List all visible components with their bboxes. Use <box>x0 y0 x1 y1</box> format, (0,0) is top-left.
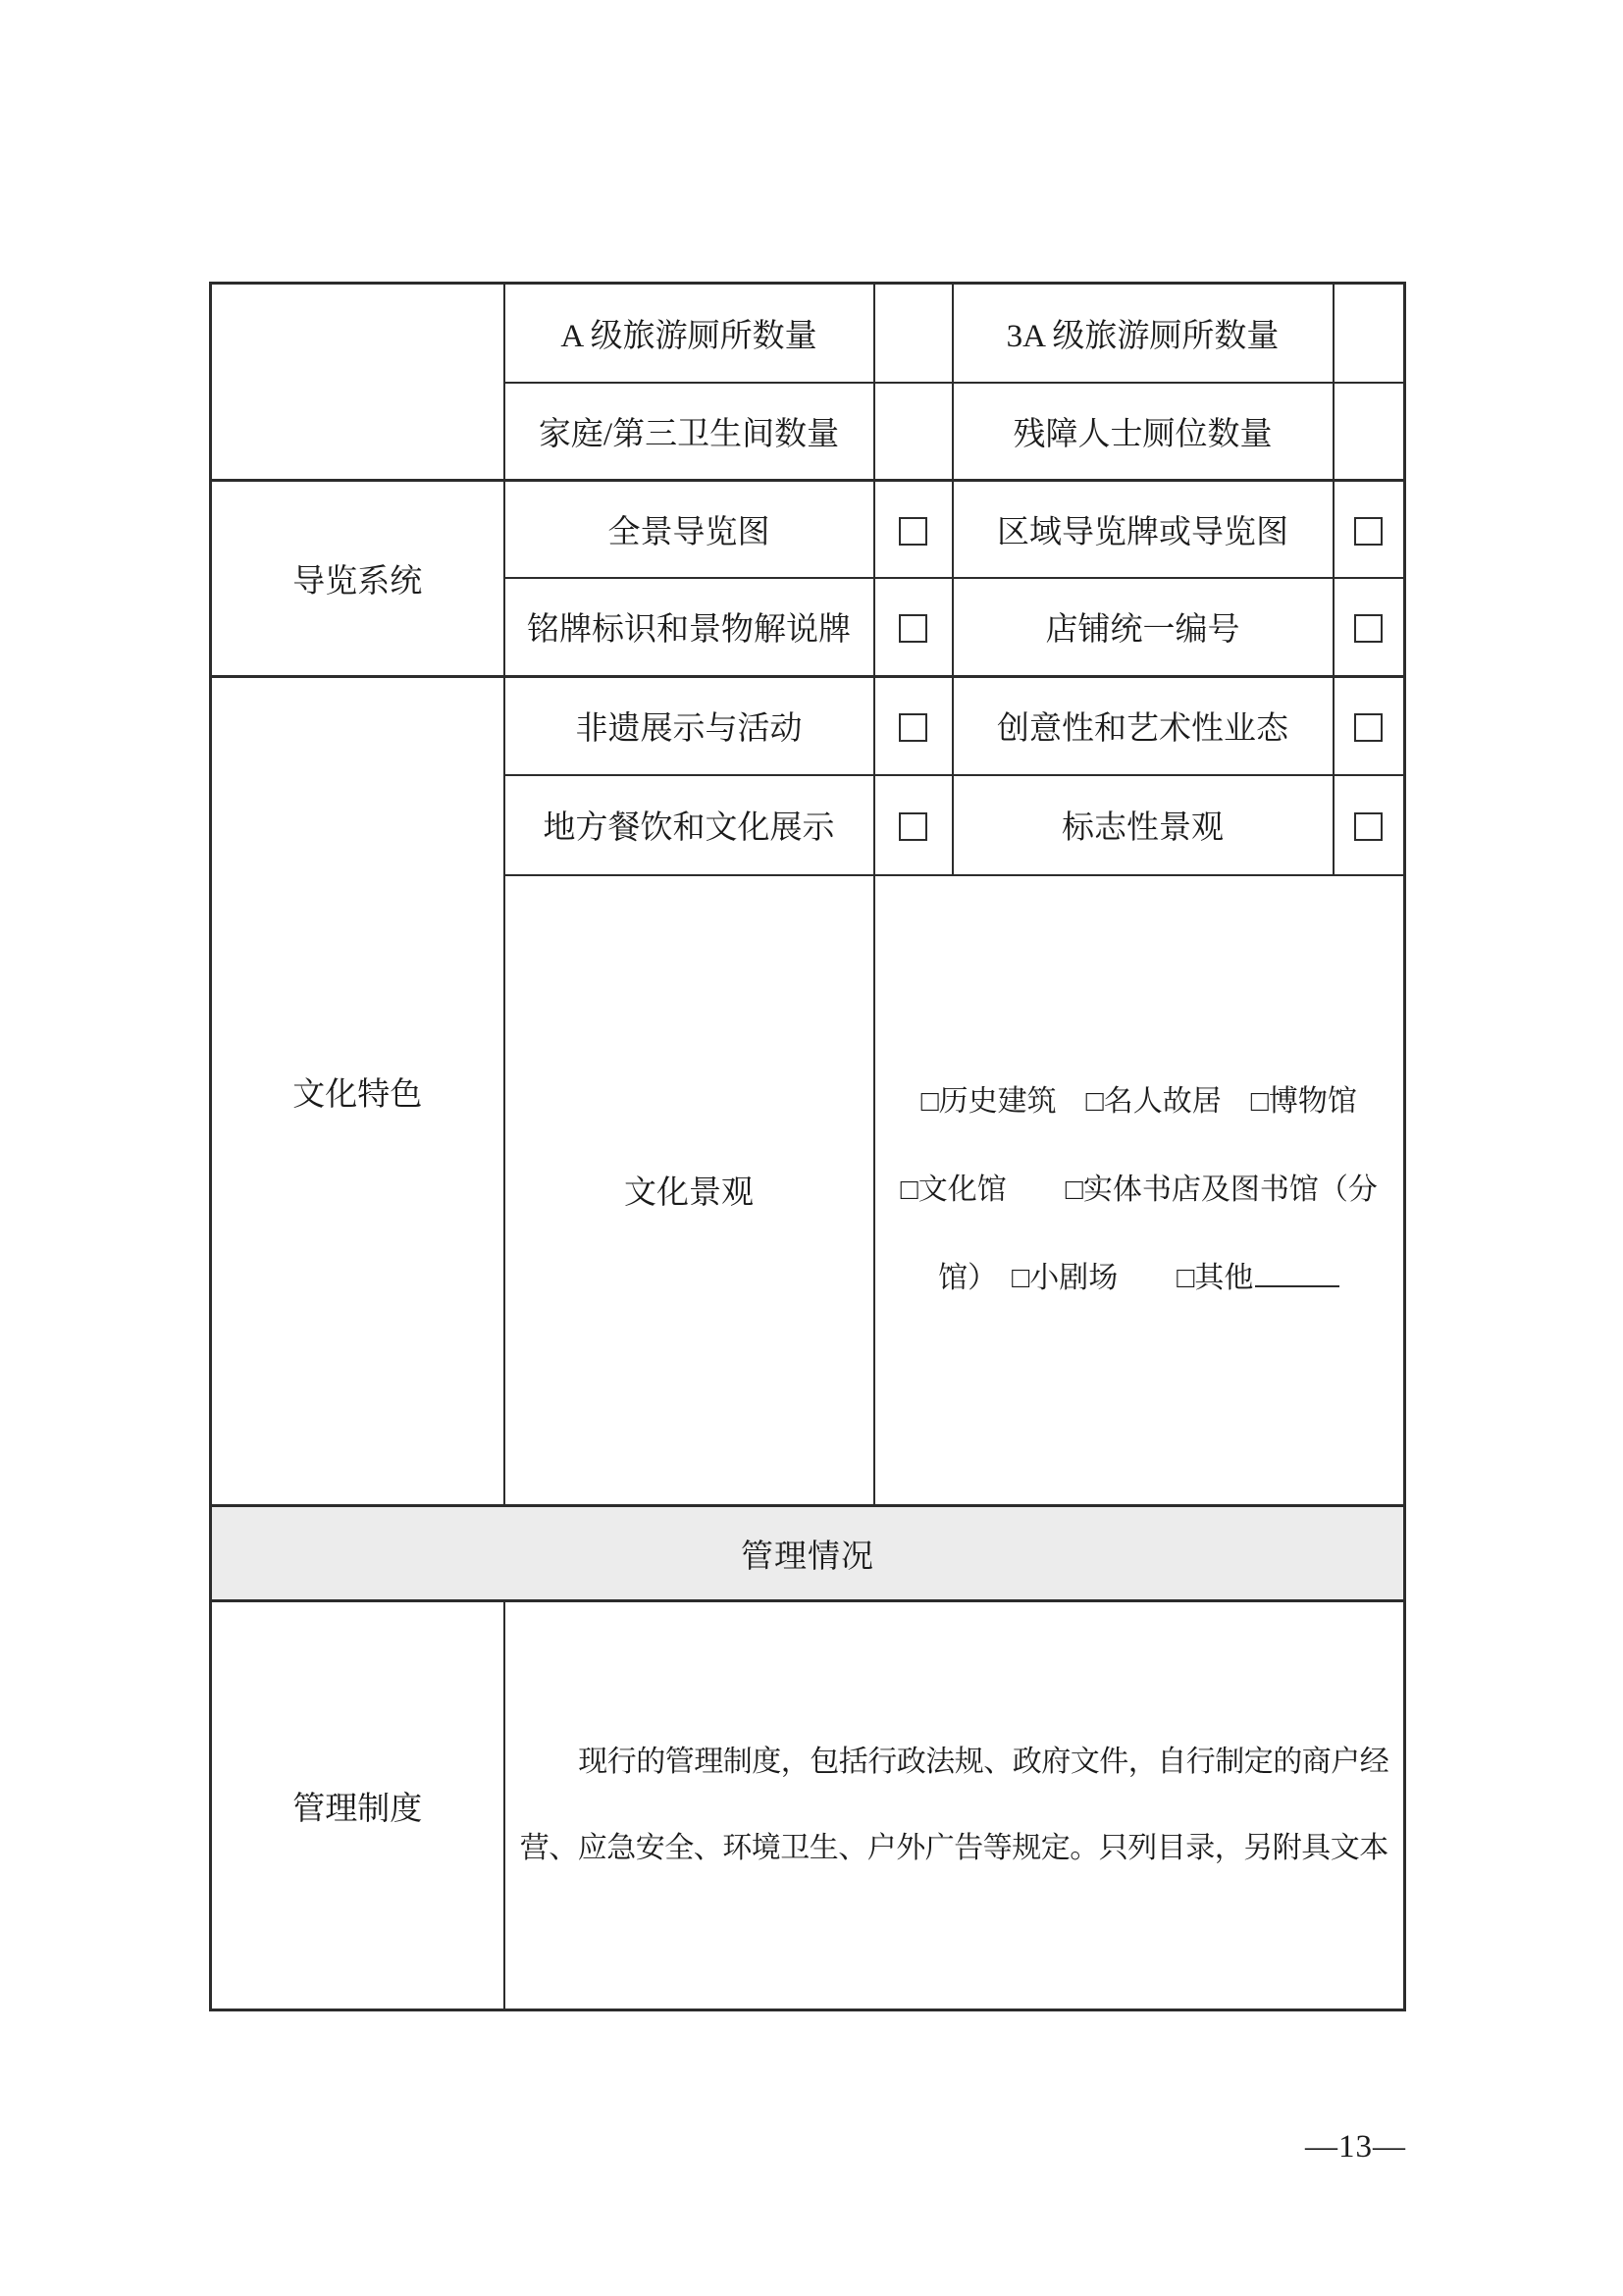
family-toilet-value-cell[interactable] <box>874 383 953 481</box>
checkbox-icon[interactable] <box>1354 614 1383 643</box>
section-header-culture: 文化特色 <box>211 677 504 1506</box>
regional-sign-checkbox-cell <box>1334 481 1405 578</box>
management-rules-body-cell[interactable] <box>504 1601 1405 2010</box>
section-header-empty-cell <box>211 284 504 481</box>
evaluation-form-table <box>209 282 1406 2011</box>
checkbox-icon[interactable] <box>1354 812 1383 841</box>
cultural-landscape-options-cell <box>874 875 1405 1506</box>
section-header-management-rules: 管理制度 <box>211 1601 504 2010</box>
table-row <box>211 481 1405 578</box>
checkbox-icon[interactable] <box>1354 713 1383 742</box>
local-food-checkbox-cell <box>874 775 953 875</box>
table-row <box>211 284 1405 383</box>
label-heritage: 非遗展示与活动 <box>504 677 874 775</box>
nameplate-checkbox-cell <box>874 578 953 677</box>
landscape-option-line-1[interactable]: □历史建筑 □名人故居 □博物馆 <box>920 1084 1357 1118</box>
label-nameplate: 铭牌标识和景物解说牌 <box>504 578 874 677</box>
checkbox-icon[interactable] <box>899 812 927 841</box>
label-accessible-toilet: 残障人士厕位数量 <box>953 383 1334 481</box>
landscape-option-line-3-text: 馆） □小剧场 □其他 <box>938 1261 1254 1294</box>
label-local-food: 地方餐饮和文化展示 <box>504 775 874 875</box>
checkbox-icon[interactable] <box>899 614 927 643</box>
label-shop-number: 店铺统一编号 <box>953 578 1334 677</box>
landscape-option-line-2[interactable]: □文化馆 □实体书店及图书馆（分 <box>900 1173 1378 1206</box>
table-row <box>211 1506 1405 1601</box>
label-family-toilet: 家庭/第三卫生间数量 <box>504 383 874 481</box>
label-regional-sign: 区域导览牌或导览图 <box>953 481 1334 578</box>
management-section-banner: 管理情况 <box>211 1506 1405 1601</box>
management-rules-text-line-2: 营、应急安全、环境卫生、户外广告等规定。只列目录，另附具文本 <box>519 1832 1388 1864</box>
section-header-guide-system: 导览系统 <box>211 481 504 677</box>
label-panorama-map: 全景导览图 <box>504 481 874 578</box>
checkbox-icon[interactable] <box>899 517 927 546</box>
heritage-checkbox-cell <box>874 677 953 775</box>
table-row <box>211 677 1405 775</box>
other-blank-line[interactable] <box>1255 1260 1339 1287</box>
checkbox-icon[interactable] <box>1354 517 1383 546</box>
a-grade-toilet-value-cell[interactable] <box>874 284 953 383</box>
label-3a-grade-toilet: 3A 级旅游厕所数量 <box>953 284 1334 383</box>
accessible-toilet-value-cell[interactable] <box>1334 383 1405 481</box>
landmark-checkbox-cell <box>1334 775 1405 875</box>
landscape-option-line-3[interactable] <box>875 1234 1404 1323</box>
label-creative: 创意性和艺术性业态 <box>953 677 1334 775</box>
panorama-map-checkbox-cell <box>874 481 953 578</box>
table-row <box>211 1601 1405 2010</box>
shop-number-checkbox-cell <box>1334 578 1405 677</box>
label-cultural-landscape: 文化景观 <box>504 875 874 1506</box>
management-rules-text-line-1: 现行的管理制度，包括行政法规、政府文件，自行制定的商户经 <box>578 1746 1389 1778</box>
3a-grade-toilet-value-cell[interactable] <box>1334 284 1405 383</box>
label-a-grade-toilet: A 级旅游厕所数量 <box>504 284 874 383</box>
creative-checkbox-cell <box>1334 677 1405 775</box>
checkbox-icon[interactable] <box>899 713 927 742</box>
label-landmark: 标志性景观 <box>953 775 1334 875</box>
page-number: —13— <box>1305 2129 1406 2165</box>
